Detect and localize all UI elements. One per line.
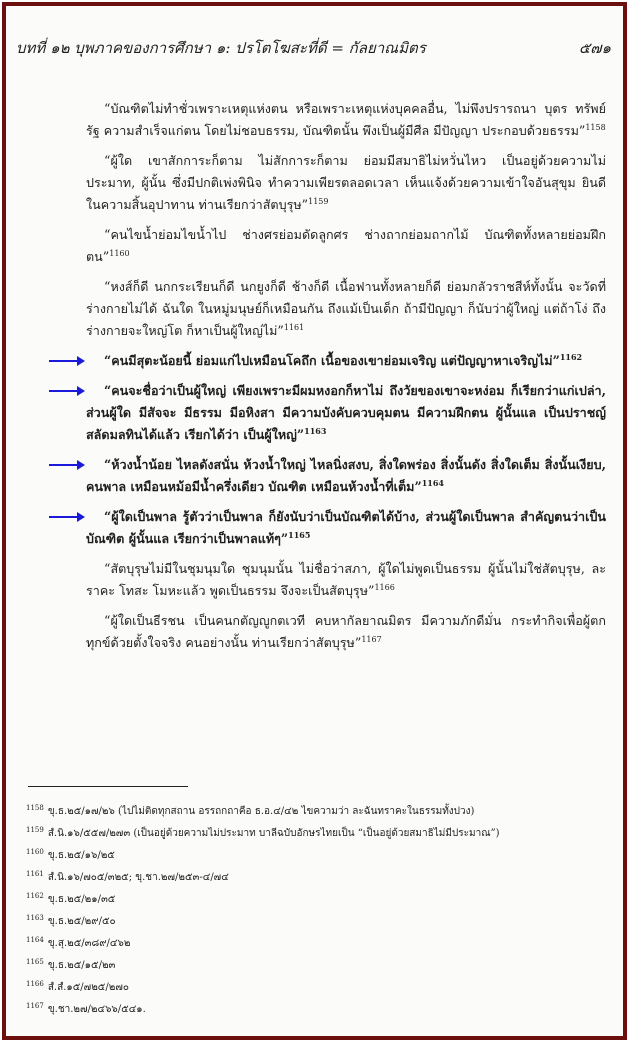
footnotes (26, 801, 606, 1021)
footnote-ref[interactable]: 1161 (283, 322, 305, 332)
footnote-divider (28, 786, 188, 787)
footnote-ref[interactable]: 1165 (288, 529, 311, 540)
quote-paragraph (86, 150, 606, 216)
footnote (26, 955, 606, 977)
footnote-number: 1161 (26, 869, 44, 878)
footnote-ref[interactable]: 1163 (304, 425, 327, 436)
footnote-number: 1164 (26, 935, 44, 944)
arrow-right-icon (48, 458, 86, 472)
quote-text: “คนไขน้ำย่อมไขน้ำไป ช่างศรย่อมดัดลูกศร ช่างถากย่อมถากไม้ บัณฑิตทั้งหลายย่อมฝึกตน” (86, 227, 606, 264)
footnote-text: สํ.สํ.๑๕/๗๒๕/๒๗๐ (47, 982, 129, 993)
arrow-right-icon (48, 384, 86, 398)
footnote-ref[interactable]: 1159 (308, 196, 329, 206)
quote-text: “สัตบุรุษไม่มีในชุมนุมใด ชุมนุมนั้น ไม่ชื่อว่าสภา, ผู้ใดไม่พูดเป็นธรรม ผู้นั้นไม่ใช่สัตบุรุษ, ละราคะ โทสะ โมหะแล้ว พูดเป็นธรรม จึงจะเป็นสัตบุรุษ” (86, 561, 606, 598)
footnote-number: 1165 (26, 957, 44, 966)
footnote-number: 1162 (26, 891, 44, 900)
quote-paragraph (86, 224, 606, 268)
footnote-text: สํ.นิ.๑๖/๗๐๕/๓๒๕; ขุ.ชา.๒๗/๒๕๓-๔/๗๔ (47, 872, 229, 883)
footnote-text: ขุ.ธ.๒๕/๑๖/๒๕ (47, 850, 115, 861)
page-number: ๕๗๑ (578, 39, 611, 57)
footnote (26, 801, 606, 823)
footnote-text: ขุ.ชา.๒๗/๒๔๖๖/๕๔๑. (47, 1004, 146, 1015)
footnote-text: ขุ.ธ.๒๕/๑๕/๒๓ (47, 960, 116, 971)
quote-text: “บัณฑิตไม่ทำชั่วเพราะเหตุแห่งตน หรือเพราะเหตุแห่งบุคคลอื่น, ไม่พึงปรารถนา บุตร ทรัพย์ รัฐ ความสำเร็จแก่ตน โดยไม่ชอบธรรม, บัณฑิตนั้น พึงเป็นผู้มีศีล มีปัญญา ประกอบด้วยธรรม” (86, 101, 606, 138)
footnote (26, 845, 606, 867)
footnote (26, 999, 606, 1021)
footnote-ref[interactable]: 1167 (361, 634, 382, 644)
footnote (26, 933, 606, 955)
footnote-ref[interactable]: 1160 (109, 248, 130, 258)
footnote (26, 911, 606, 933)
footnote-number: 1158 (26, 803, 44, 812)
quote-text: “คนมีสุตะน้อยนี้ ย่อมแก่ไปเหมือนโคถึก เนื้อของเขาย่อมเจริญ แต่ปัญญาหาเจริญไม่” (104, 353, 560, 368)
quote-text: “ผู้ใดเป็นพาล รู้ตัวว่าเป็นพาล ก็ยังนับว่าเป็นบัณฑิตได้บ้าง, ส่วนผู้ใดเป็นพาล สำคัญตนว่าเป็นบัณฑิต ผู้นั้นแล เรียกว่าเป็นพาลแท้ๆ” (86, 509, 606, 546)
quote-paragraph (86, 610, 606, 654)
footnote-text: สํ.นิ.๑๖/๕๕๗/๒๗๓ (เป็นอยู่ด้วยความไม่ประมาท บาลีฉบับอักษรไทยเป็น “เป็นอยู่ด้วยสมาธิไม่มีประมาณ”) (47, 828, 500, 839)
quote-text: “คนจะชื่อว่าเป็นผู้ใหญ่ เพียงเพราะมีผมหงอกก็หาไม่ ถึงวัยของเขาจะหง่อม ก็เรียกว่าแก่เปล่า, ส่วนผู้ใด มีสัจจะ มีธรรม มีอหิงสา มีความบังคับควบคุมตน มีความฝึกตน ผู้นั้นแล เป็นปราชญ์ สลัดมลทินได้แล้ว เรียกได้ว่า เป็นผู้ใหญ่” (86, 383, 606, 442)
footnote-number: 1163 (26, 913, 44, 922)
footnote-text: ขุ.ธ.๒๕/๒๙/๕๐ (47, 916, 116, 927)
footnote-number: 1166 (26, 979, 44, 988)
footnote (26, 867, 606, 889)
footnote (26, 889, 606, 911)
footnote-text: ขุ.ธ.๒๕/๒๑/๓๕ (47, 894, 116, 905)
arrow-right-icon (48, 354, 86, 368)
footnote-number: 1160 (26, 847, 44, 856)
chapter-title: บทที่ ๑๒ บุพภาคของการศึกษา ๑: ปรโตโฆสะที่ดี = กัลยาณมิตร (16, 39, 426, 57)
footnote (26, 823, 606, 845)
arrow-right-icon (48, 510, 86, 524)
footnote-ref[interactable]: 1158 (585, 122, 606, 132)
quote-text: “ผู้ใดเป็นธีรชน เป็นคนกตัญญูกตเวที คบหากัลยาณมิตร มีความภักดีมั่น กระทำกิจเพื่อผู้ตกทุกข์ด้วยตั้งใจจริง คนอย่างนั้น ท่านเรียกว่าสัตบุรุษ” (86, 613, 606, 650)
footnote-number: 1167 (26, 1001, 44, 1010)
footnote-text: ขุ.ธ.๒๕/๑๗/๒๖ (ไปไม่ติดทุกสถาน อรรถกถาคือ ธ.อ.๔/๔๒ ไขความว่า ละฉันทราคะในธรรมทั้งปวง) (47, 806, 475, 817)
footnote-ref[interactable]: 1162 (559, 351, 583, 362)
footnote-text: ขุ.สุ.๒๕/๓๘๙/๔๖๒ (47, 938, 131, 949)
quote-paragraph (86, 98, 606, 142)
quote-text: “ห้วงน้ำน้อย ไหลดังสนั่น ห้วงน้ำใหญ่ ไหลนิ่งสงบ, สิ่งใดพร่อง สิ่งนั้นดัง สิ่งใดเต็ม สิ่งนั้นเงียบ, คนพาล เหมือนหม้อมีน้ำครึ่งเดียว บัณฑิต เหมือนห้วงน้ำที่เต็ม” (86, 457, 606, 494)
quote-paragraph (86, 454, 606, 498)
quote-body (86, 98, 606, 662)
quote-text: “หงส์ก็ดี นกกระเรียนก็ดี นกยูงก็ดี ช้างก็ดี เนื้อฟานทั้งหลายก็ดี ย่อมกลัวราชสีห์ทั้งนั้น จะวัดที่ร่างกายไม่ได้ ฉันใด ในหมู่มนุษย์ก็เหมือนกัน ถึงแม้เป็นเด็ก ถ้ามีปัญญา ก็นับว่าผู้ใหญ่ แต่ถ้าโง่ ถึงร่างกายจะใหญ่โต ก็หาเป็นผู้ใหญ่ไม่” (86, 279, 606, 338)
footnote-number: 1159 (26, 825, 44, 834)
quote-paragraph (86, 506, 606, 550)
footnote-ref[interactable]: 1166 (374, 582, 395, 592)
footnote (26, 977, 606, 999)
quote-paragraph (86, 350, 606, 372)
quote-text: “ผู้ใด เขาสักการะก็ตาม ไม่สักการะก็ตาม ย่อมมีสมาธิไม่หวั่นไหว เป็นอยู่ด้วยความไม่ประมาท, ผู้นั้น ซึ่งมีปกติเพ่งพินิจ ทำความเพียรตลอดเวลา เห็นแจ้งด้วยความเข้าใจอันสุขุม ยินดีในความสิ้นอุปาทาน ท่านเรียกว่าสัตบุรุษ” (86, 153, 606, 212)
page-frame (2, 2, 627, 1040)
quote-paragraph (86, 558, 606, 602)
quote-paragraph (86, 276, 606, 342)
footnote-ref[interactable]: 1164 (421, 477, 444, 488)
quote-paragraph (86, 380, 606, 446)
